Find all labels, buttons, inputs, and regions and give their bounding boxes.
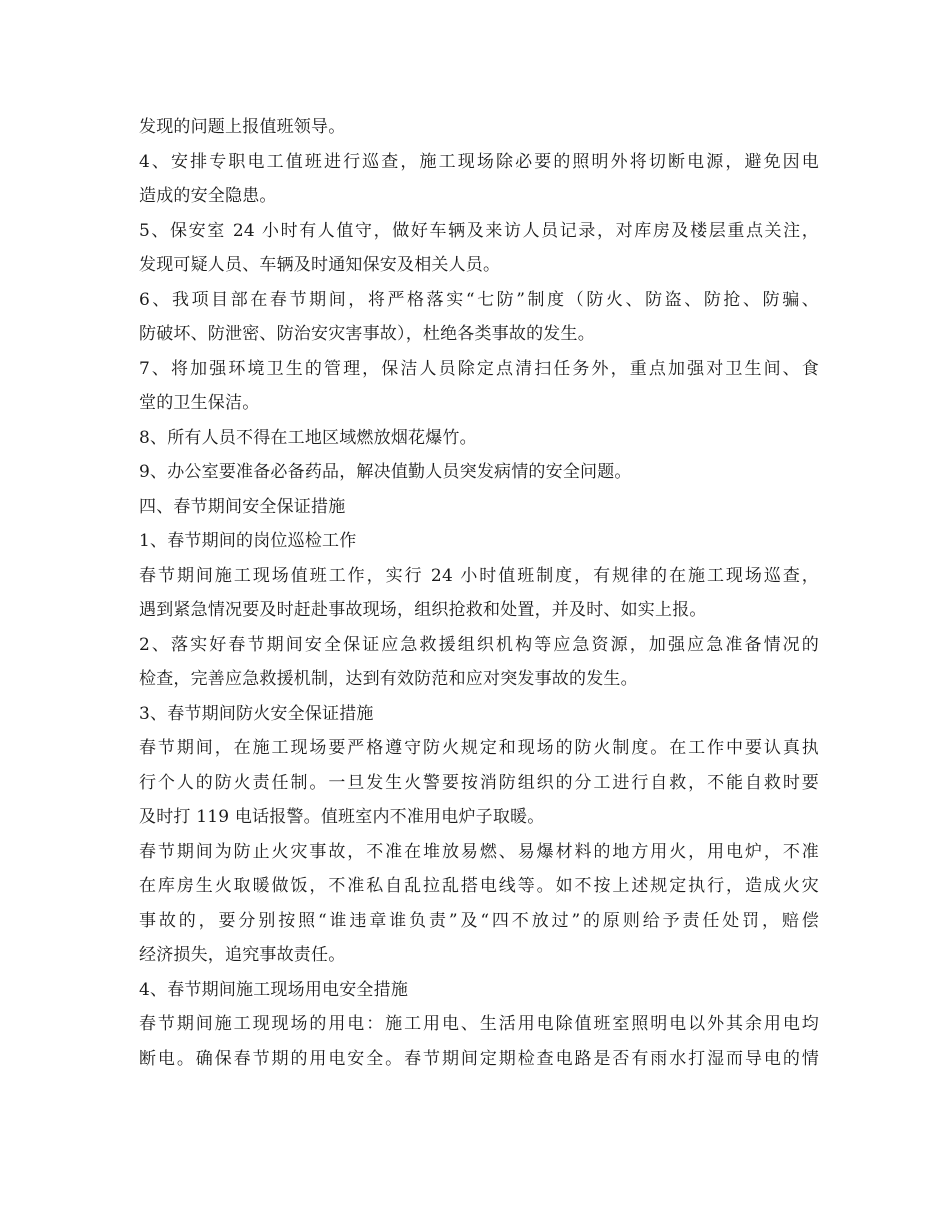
- text-line: 发现可疑人员、车辆及时通知保安及相关人员。: [139, 255, 501, 275]
- text-line: 1、春节期间的岗位巡检工作: [139, 531, 357, 551]
- text-line: 行个人的防火责任制。一旦发生火警要按消防组织的分工进行自救，不能自救时要: [139, 772, 819, 793]
- text-line: 4、安排专职电工值班进行巡查，施工现场除必要的照明外将切断电源，避免因电: [139, 151, 819, 172]
- text-line: 事故的，要分别按照“谁违章谁负责”及“四不放过”的原则给予责任处罚，赔偿: [139, 910, 819, 931]
- text-line: 四、春节期间安全保证措施: [139, 496, 346, 517]
- text-line: 3、春节期间防火安全保证措施: [139, 703, 374, 724]
- text-line: 在库房生火取暖做饭，不准私自乱拉乱搭电线等。如不按上述规定执行，造成火灾: [139, 876, 819, 896]
- text-line: 2、落实好春节期间安全保证应急救援组织机构等应急资源，加强应急准备情况的: [139, 634, 819, 655]
- text-line: 防破坏、防泄密、防治安灾害事故），杜绝各类事故的发生。: [139, 324, 595, 344]
- text-line: 5、保安室 24 小时有人值守，做好车辆及来访人员记录，对库房及楼层重点关注，: [139, 220, 819, 241]
- text-line: 春节期间施工现现场的用电：施工用电、生活用电除值班室照明电以外其余用电均: [139, 1014, 819, 1034]
- text-line: 堂的卫生保洁。: [139, 393, 260, 413]
- text-line: 9、办公室要准备必备药品，解决值勤人员突发病情的安全问题。: [139, 462, 632, 482]
- text-line: 断电。确保春节期的用电安全。春节期间定期检查电路是否有雨水打湿而导电的情: [139, 1048, 819, 1069]
- text-line: 春节期间为防止火灾事故，不准在堆放易燃、易爆材料的地方用火，用电炉，不准: [139, 841, 819, 862]
- text-line: 检查，完善应急救援机制，达到有效防范和应对突发事故的发生。: [139, 669, 638, 689]
- document-body: [139, 110, 819, 1076]
- text-line: 发现的问题上报值班领导。: [139, 117, 346, 137]
- text-line: 经济损失，追究事故责任。: [139, 945, 346, 965]
- text-line: 造成的安全隐患。: [139, 186, 277, 206]
- text-line: 7、将加强环境卫生的管理，保洁人员除定点清扫任务外，重点加强对卫生间、食: [139, 358, 819, 379]
- text-line: 及时打 119 电话报警。值班室内不准用电炉子取暖。: [139, 807, 545, 827]
- text-line: 8、所有人员不得在工地区域燃放烟花爆竹。: [139, 427, 477, 448]
- text-line: 4、春节期间施工现场用电安全措施: [139, 979, 409, 1000]
- text-line: 遇到紧急情况要及时赶赴事故现场，组织抢救和处置，并及时、如实上报。: [139, 600, 707, 620]
- text-line: 春节期间，在施工现场要严格遵守防火规定和现场的防火制度。在工作中要认真执: [139, 738, 819, 758]
- text-line: 春节期间施工现场值班工作，实行 24 小时值班制度，有规律的在施工现场巡查，: [139, 565, 819, 586]
- text-line: 6、我项目部在春节期间，将严格落实“七防”制度（防火、防盗、防抢、防骗、: [139, 289, 819, 310]
